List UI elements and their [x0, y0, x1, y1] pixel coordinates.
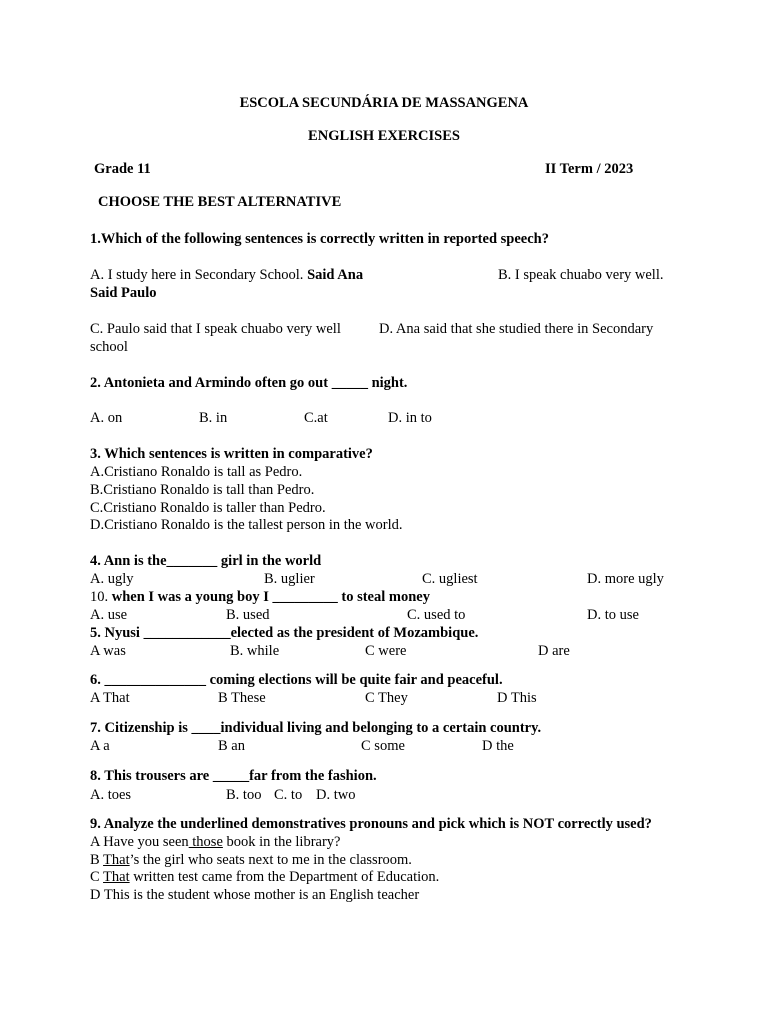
q7-option-b: B an: [218, 738, 245, 754]
q3-option-a: A.Cristiano Ronaldo is tall as Pedro.: [90, 464, 303, 480]
q2-option-a: A. on: [90, 410, 123, 426]
q9-option-c: [90, 868, 439, 886]
question-6: 6. ______________ coming elections will be quite fair and peaceful.: [90, 672, 503, 688]
q9-option-c-underlined: That: [103, 869, 130, 885]
instruction-heading: CHOOSE THE BEST ALTERNATIVE: [98, 194, 342, 210]
question-1: 1.Which of the following sentences is correctly written in reported speech?: [90, 231, 549, 247]
question-10-text: when I was a young boy I _________ to steal money: [111, 589, 430, 605]
q8-option-b: B. too: [226, 787, 262, 803]
term-label: II Term / 2023: [545, 161, 634, 177]
q1-option-b-speaker: Said Paulo: [90, 285, 157, 301]
q5-option-b: B. while: [230, 643, 280, 659]
question-9: 9. Analyze the underlined demonstratives pronouns and pick which is NOT correctly used?: [90, 816, 652, 832]
q6-option-a: A That: [90, 690, 130, 706]
question-10-number: 10.: [90, 589, 112, 605]
question-10: [90, 588, 430, 606]
q5-option-d: D are: [538, 643, 570, 659]
question-2: 2. Antonieta and Armindo often go out _____ night.: [90, 375, 408, 391]
q4-option-c: C. ugliest: [422, 571, 478, 587]
q9-option-b: [90, 851, 412, 869]
q7-option-c: C some: [361, 738, 405, 754]
q10-option-b: B. used: [226, 607, 270, 623]
q1-option-b: B. I speak chuabo very well.: [498, 267, 664, 283]
q1-option-a-speaker: Said Ana: [307, 267, 364, 283]
question-3: 3. Which sentences is written in comparative?: [90, 446, 373, 462]
q10-option-d: D. to use: [587, 607, 639, 623]
question-8: 8. This trousers are _____far from the fashion.: [90, 768, 377, 784]
q9-option-c-post: written test came from the Department of Education.: [129, 869, 440, 885]
q9-option-a-pre: A Have you seen: [90, 834, 189, 850]
q7-option-d: D the: [482, 738, 514, 754]
q9-option-b-underlined: That: [103, 852, 130, 868]
q9-option-d: D This is the student whose mother is an English teacher: [90, 887, 420, 903]
q7-option-a: A a: [90, 738, 110, 754]
q1-option-c: C. Paulo said that I speak chuabo very well: [90, 321, 341, 337]
document-title: ENGLISH EXERCISES: [308, 128, 460, 144]
q8-option-d: D. two: [316, 787, 356, 803]
q1-option-d: D. Ana said that she studied there in Secondary: [379, 321, 654, 337]
q1-option-a-text: A. I study here in Secondary School.: [90, 267, 308, 283]
q2-option-c: C.at: [304, 410, 328, 426]
q9-option-a: [90, 833, 340, 851]
q9-option-a-post: book in the library?: [222, 834, 341, 850]
grade-label: Grade 11: [94, 161, 151, 177]
q10-option-a: A. use: [90, 607, 128, 623]
q4-option-b: B. uglier: [264, 571, 315, 587]
q8-option-c: C. to: [274, 787, 303, 803]
q1-option-a: [90, 266, 363, 284]
q1-option-d-continued: school: [90, 339, 128, 355]
question-4: 4. Ann is the_______ girl in the world: [90, 553, 322, 569]
q3-option-b: B.Cristiano Ronaldo is tall than Pedro.: [90, 482, 315, 498]
q9-option-c-pre: C: [90, 869, 104, 885]
q9-option-a-underlined: those: [188, 834, 223, 850]
q4-option-a: A. ugly: [90, 571, 134, 587]
q3-option-d: D.Cristiano Ronaldo is the tallest person in the world.: [90, 517, 403, 533]
q10-option-c: C. used to: [407, 607, 466, 623]
question-7: 7. Citizenship is ____individual living and belonging to a certain country.: [90, 720, 542, 736]
q3-option-c: C.Cristiano Ronaldo is taller than Pedro.: [90, 500, 326, 516]
q6-option-c: C They: [365, 690, 408, 706]
q9-option-b-pre: B: [90, 852, 104, 868]
q2-option-d: D. in to: [388, 410, 432, 426]
q6-option-b: B These: [218, 690, 266, 706]
question-5: 5. Nyusi ____________elected as the president of Mozambique.: [90, 625, 479, 641]
q8-option-a: A. toes: [90, 787, 132, 803]
school-name: ESCOLA SECUNDÁRIA DE MASSANGENA: [239, 95, 529, 111]
q5-option-a: A was: [90, 643, 126, 659]
q9-option-b-post: ’s the girl who seats next to me in the classroom.: [129, 852, 412, 868]
q4-option-d: D. more ugly: [587, 571, 664, 587]
q5-option-c: C were: [365, 643, 407, 659]
q6-option-d: D This: [497, 690, 537, 706]
q2-option-b: B. in: [199, 410, 228, 426]
